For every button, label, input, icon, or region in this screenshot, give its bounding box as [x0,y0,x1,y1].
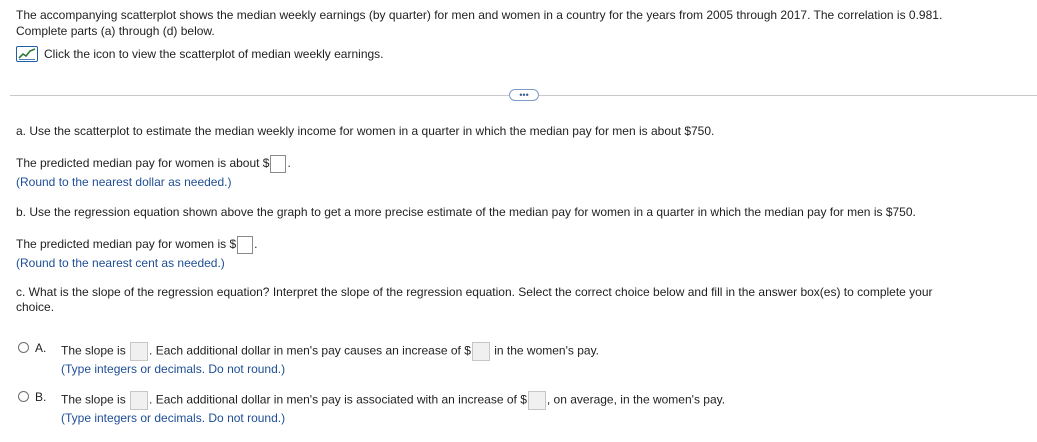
part-b-answer-prefix: The predicted median pay for women is $ [16,237,237,252]
choice-b-suffix: , on average, in the women's pay. [546,392,726,407]
choice-a-middle: . Each additional dollar in men's pay causes an increase of $ [149,343,471,358]
part-b-answer-line [16,236,257,254]
choice-b-increase-input[interactable] [528,391,546,410]
scatterplot-link[interactable] [16,46,384,62]
choice-a-suffix: in the women's pay. [494,343,600,358]
intro-text-line1: The accompanying scatterplot shows the median weekly earnings (by quarter) for men and women in a country for the years from 2005 through 2017. The correlation is 0.981. [16,8,943,22]
choice-a-hint: (Type integers or decimals. Do not round.) [61,362,286,376]
choice-b-radio[interactable] [18,391,29,402]
choice-b-prefix: The slope is [61,392,126,407]
choice-b-letter: B. [35,389,47,404]
part-c-question-line1: c. What is the slope of the regression equation? Interpret the slope of the regression equation. Select the correct choice below and fill in the answer box(es) to complete your [16,285,933,299]
choice-a-increase-input[interactable] [472,342,490,361]
choice-a-prefix: The slope is [61,343,126,358]
part-a-hint: (Round to the nearest dollar as needed.) [16,175,232,189]
part-a-answer-input[interactable] [270,155,286,173]
part-a-answer-suffix: . [287,156,291,171]
part-b-answer-input[interactable] [237,236,253,254]
part-b-question: b. Use the regression equation shown above the graph to get a more precise estimate of the median pay for women in a quarter in which the median pay for men is $750. [16,205,916,219]
part-a-question: a. Use the scatterplot to estimate the median weekly income for women in a quarter in which the median pay for men is about $750. [16,124,715,138]
more-dots-icon: ••• [519,89,529,100]
intro-text-line2: Complete parts (a) through (d) below. [16,24,215,38]
part-c-question-line2: choice. [16,300,55,314]
choice-a-text [61,342,599,361]
part-a-answer-prefix: The predicted median pay for women is about $ [16,156,270,171]
expand-button[interactable] [509,89,539,101]
choice-b-slope-input[interactable] [130,391,148,410]
choice-a-radio[interactable] [18,342,29,353]
scatterplot-link-text[interactable]: Click the icon to view the scatterplot of median weekly earnings. [44,47,384,61]
choice-b-hint: (Type integers or decimals. Do not round.) [61,411,286,425]
choice-a-slope-input[interactable] [130,342,148,361]
choice-a-letter: A. [35,340,47,355]
choice-b-middle: . Each additional dollar in men's pay is associated with an increase of $ [149,392,527,407]
chart-line-icon[interactable] [16,46,38,62]
choice-b-option[interactable] [18,389,46,404]
part-a-answer-line [16,155,291,173]
choice-a-option[interactable] [18,340,46,355]
part-b-answer-suffix: . [254,237,258,252]
choice-b-text [61,391,725,410]
part-b-hint: (Round to the nearest cent as needed.) [16,256,225,270]
